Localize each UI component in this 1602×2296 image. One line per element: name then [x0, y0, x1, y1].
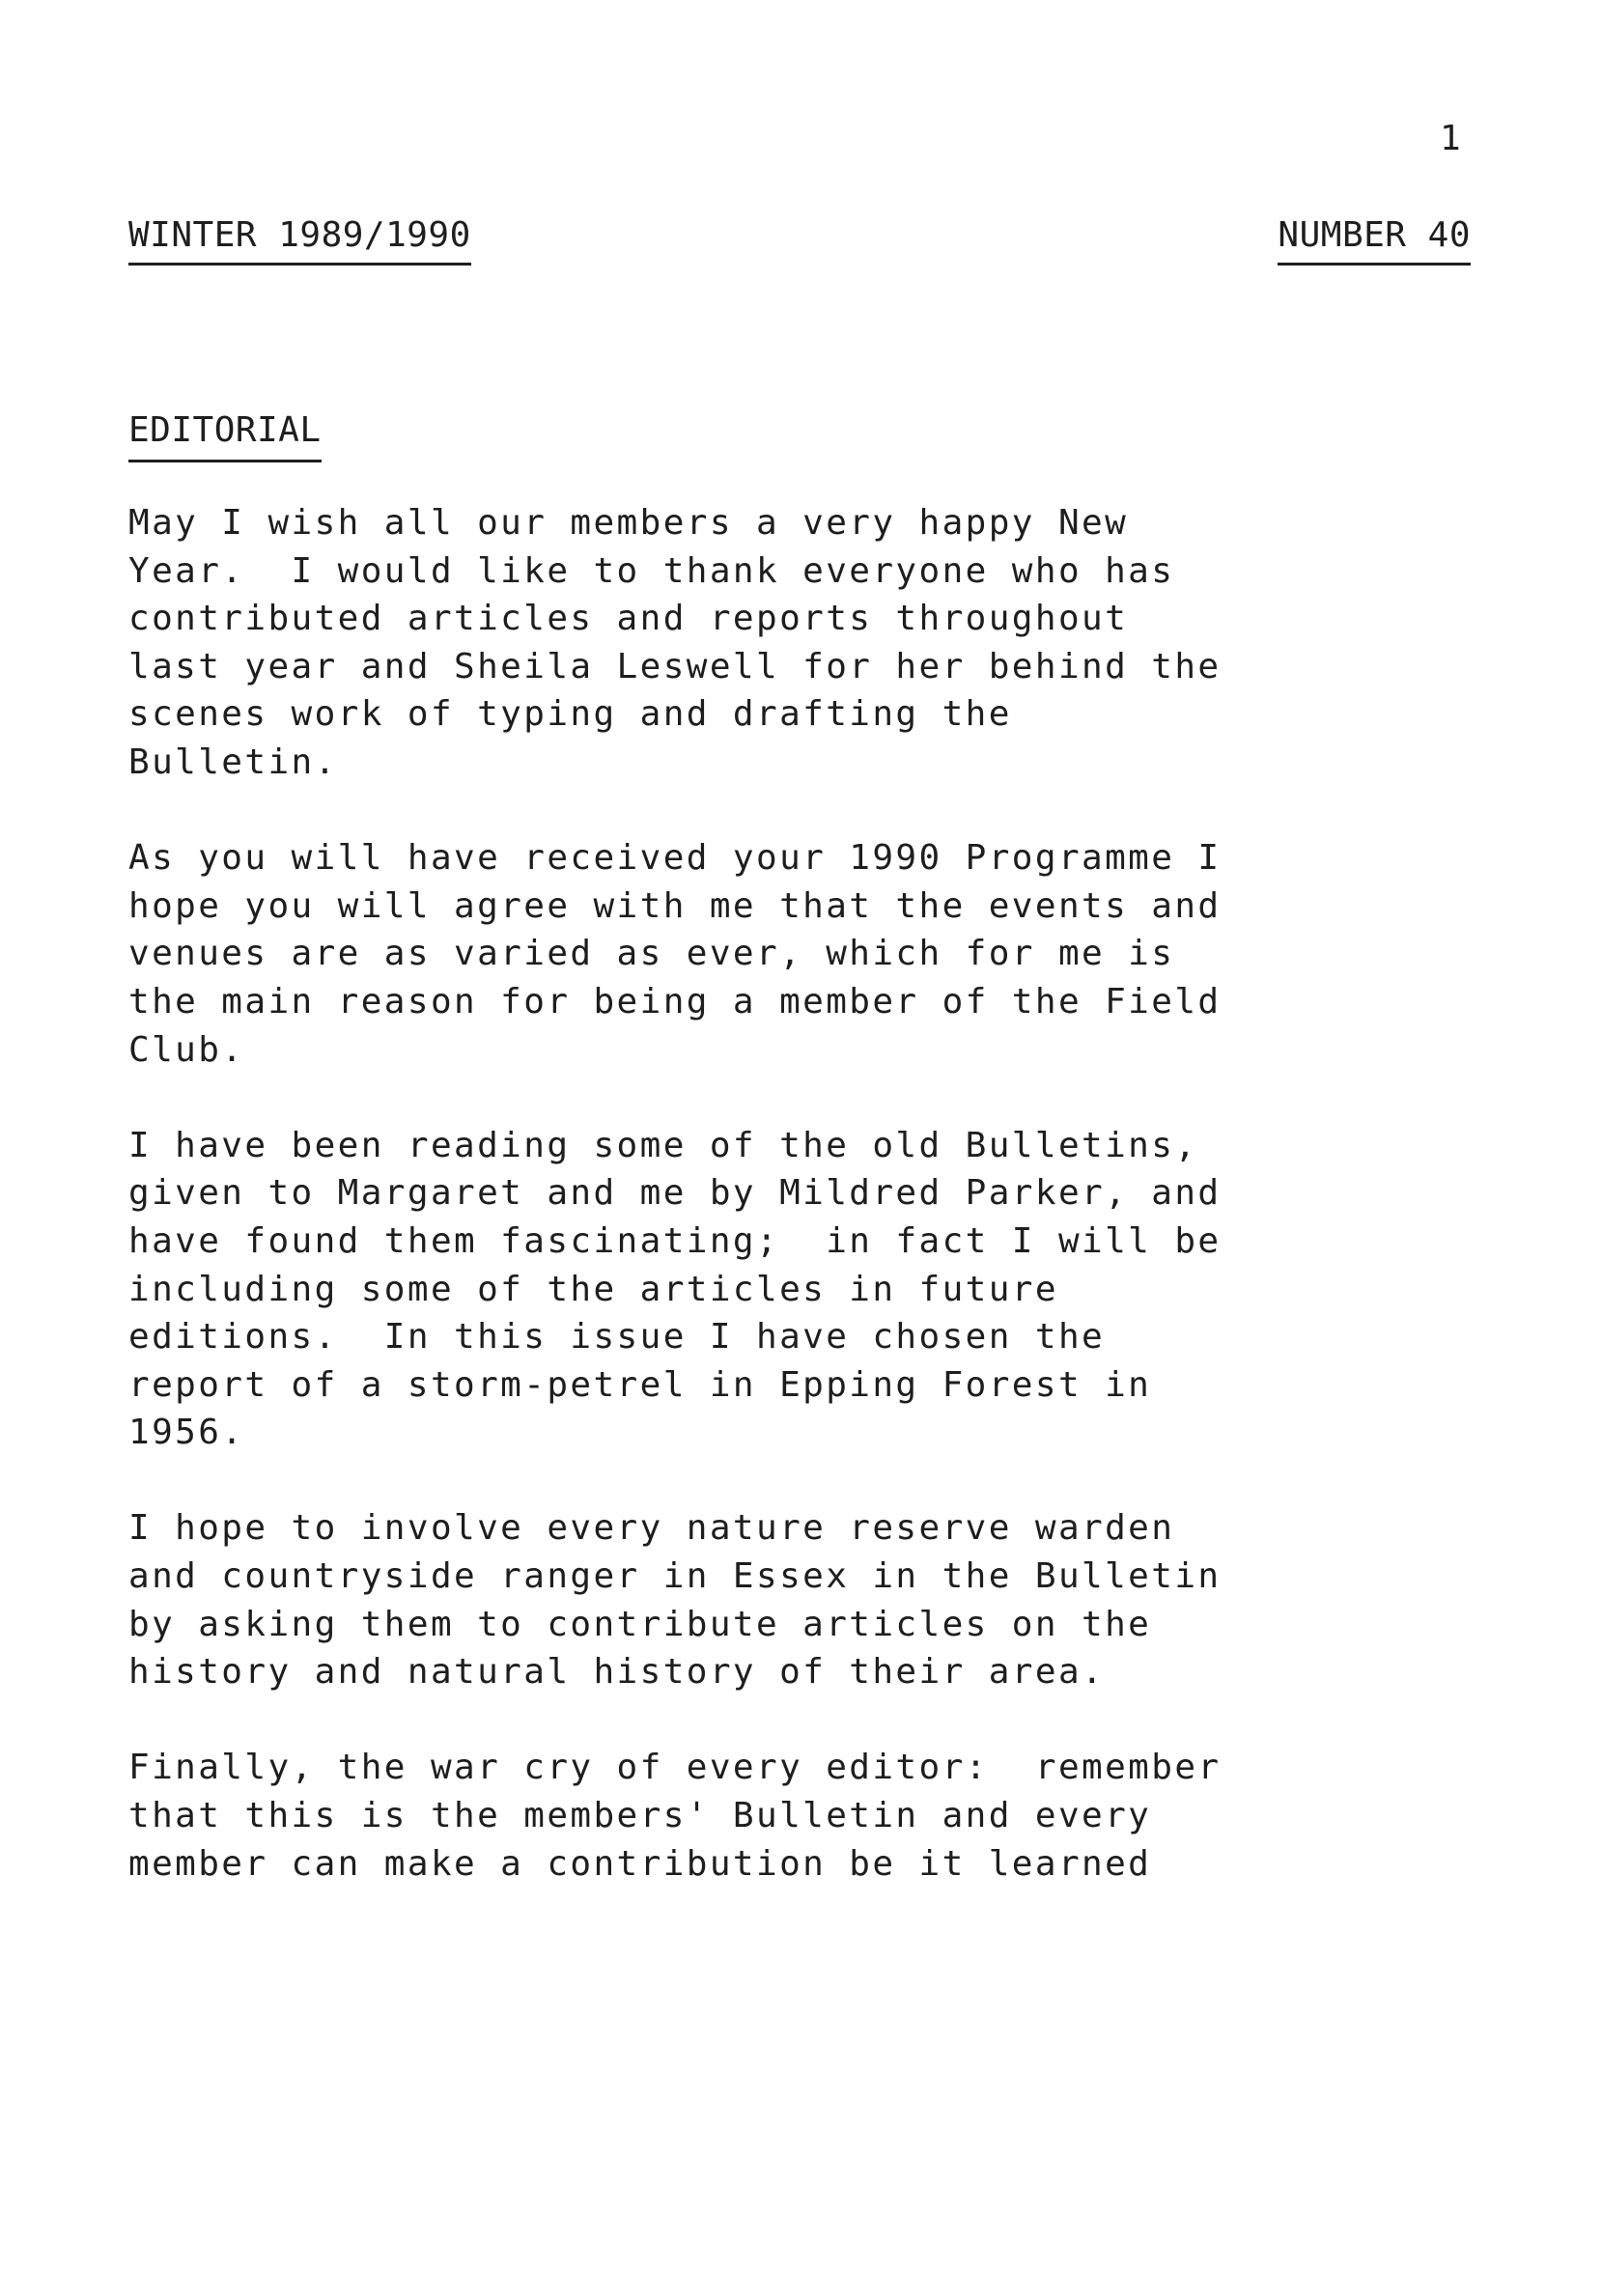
page-number: 1: [1440, 119, 1461, 158]
issue-date: WINTER 1989/1990: [128, 214, 471, 266]
editorial-paragraph-1: May I wish all our members a very happy New Year. I would like to thank everyone who has contributed articles and reports throughout last year and Sheila Leswell for her behind the scenes work of typing and drafting the Bulletin.: [128, 503, 1222, 782]
editorial-paragraph-3: I have been reading some of the old Bulletins, given to Margaret and me by Mildred Parker, and have found them fascinating; in fact I will be including some of the articles in future editions. In this issue I have chosen the report of a storm-petrel in Epping Forest in 1956.: [128, 1125, 1222, 1453]
editorial-paragraph-5: Finally, the war cry of every editor: remember that this is the members' Bulletin and every member can make a contribution be it learned: [128, 1748, 1222, 1884]
editorial-heading: EDITORIAL: [128, 409, 322, 462]
editorial-paragraph-2: As you will have received your 1990 Programme I hope you will agree with me that the events and venues are as varied as ever, which for me is the main reason for being a member of the Field Club.: [128, 838, 1222, 1070]
issue-number: NUMBER 40: [1278, 214, 1471, 266]
editorial-body: [128, 499, 1500, 1888]
editorial-paragraph-4: I hope to involve every nature reserve warden and countryside ranger in Essex in the Bulletin by asking them to contribute articles on the history and natural history of their area.: [128, 1508, 1222, 1693]
